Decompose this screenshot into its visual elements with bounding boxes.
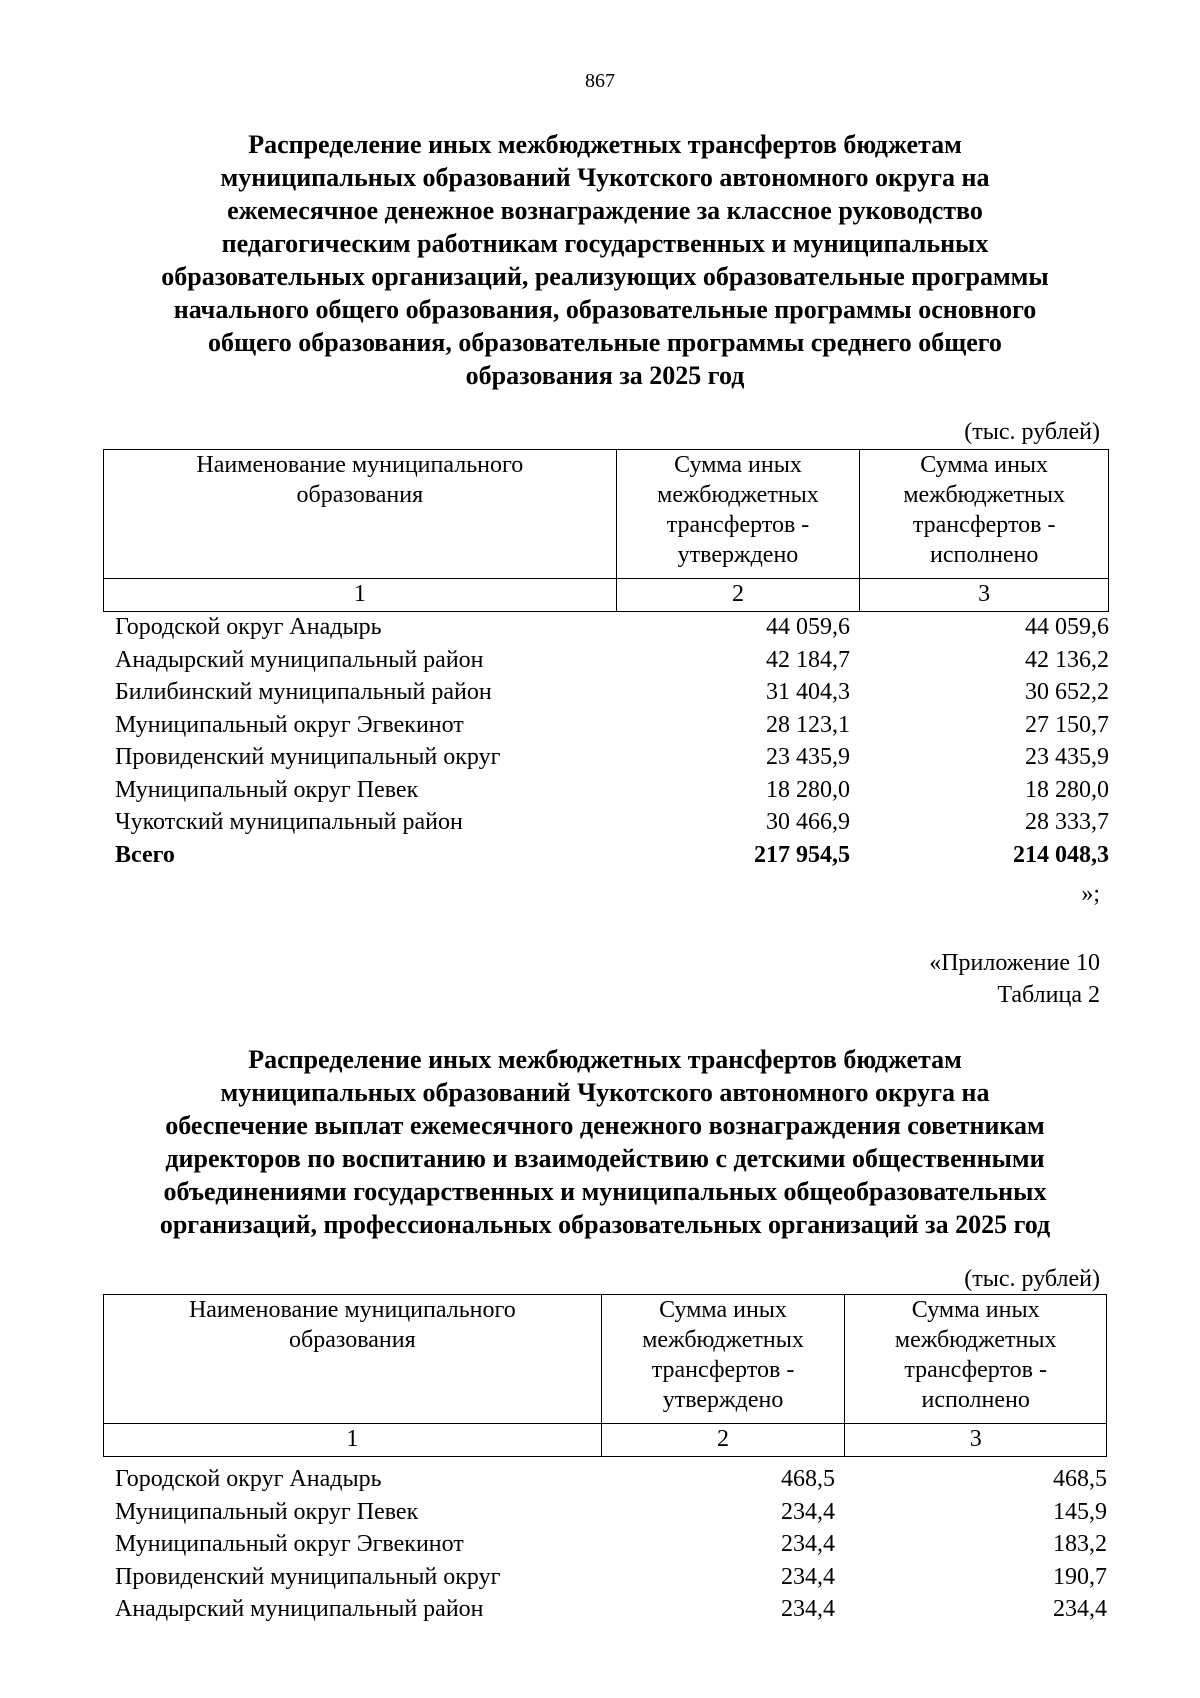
row-executed: 468,5 <box>1053 1466 1107 1492</box>
column-number-3: 3 <box>860 579 1109 612</box>
row-name: Провиденский муниципальный округ <box>115 1563 501 1590</box>
row-executed: 23 435,9 <box>1025 744 1109 770</box>
column-number-2: 2 <box>601 1424 845 1457</box>
total-approved: 217 954,5 <box>754 841 850 868</box>
row-approved: 23 435,9 <box>766 744 850 770</box>
section1-title: Распределение иных межбюджетных трансфертов бюджетам муниципальных образований Чукотского автономного округа на ежемесячное денежное вознаграждение за классное руководство педагогическим работникам государственных и муниципальных образовательных организаций, реализующих образовательные программы начального общего образования, образовательные программы основного общего образования, образовательные программы среднего общего образования за 2025 год <box>161 130 1049 390</box>
table-row <box>103 741 1109 774</box>
table-row <box>103 1496 1107 1529</box>
table-row <box>103 676 1109 709</box>
header-municipality: Наименование муниципального образования <box>104 450 617 579</box>
table-label: Таблица 2 <box>997 982 1100 1008</box>
row-approved: 42 184,7 <box>766 646 850 673</box>
section1-units: (тыс. рублей) <box>964 419 1100 445</box>
column-number-2: 2 <box>616 579 860 612</box>
row-executed: 27 150,7 <box>1025 711 1109 738</box>
total-label: Всего <box>115 841 175 868</box>
row-executed: 44 059,6 <box>1025 614 1109 640</box>
column-number-3: 3 <box>845 1424 1107 1457</box>
table-row <box>103 1463 1107 1496</box>
row-approved: 234,4 <box>781 1563 835 1590</box>
row-name: Чукотский муниципальный район <box>115 809 463 835</box>
row-approved: 44 059,6 <box>766 614 850 640</box>
row-name: Провиденский муниципальный округ <box>115 744 501 770</box>
row-name: Городской округ Анадырь <box>115 1466 382 1492</box>
header-approved: Сумма иных межбюджетных трансфертов - утверждено <box>616 450 860 579</box>
table-row <box>103 611 1109 644</box>
row-approved: 234,4 <box>781 1531 835 1557</box>
row-approved: 234,4 <box>781 1498 835 1525</box>
row-name: Билибинский муниципальный район <box>115 679 492 705</box>
row-executed: 42 136,2 <box>1025 646 1109 673</box>
row-approved: 234,4 <box>781 1596 835 1622</box>
header-executed: Сумма иных межбюджетных трансфертов - исполнено <box>845 1295 1107 1424</box>
row-name: Анадырский муниципальный район <box>115 646 484 673</box>
row-approved: 31 404,3 <box>766 679 850 705</box>
header-approved: Сумма иных межбюджетных трансфертов - утверждено <box>601 1295 845 1424</box>
column-number-1: 1 <box>104 579 617 612</box>
row-name: Городской округ Анадырь <box>115 614 382 640</box>
header-municipality: Наименование муниципального образования <box>104 1295 602 1424</box>
total-row <box>103 839 1109 872</box>
row-executed: 190,7 <box>1053 1563 1107 1590</box>
row-name: Муниципальный округ Певек <box>115 776 419 803</box>
column-number-1: 1 <box>104 1424 602 1457</box>
row-name: Анадырский муниципальный район <box>115 1596 484 1622</box>
page-number: 867 <box>585 70 615 92</box>
section2-title: Распределение иных межбюджетных трансфертов бюджетам муниципальных образований Чукотского автономного округа на обеспечение выплат ежемесячного денежного вознаграждения советникам директоров по воспитанию и взаимодействию с детскими общественными объединениями государственных и муниципальных общеобразовательных организаций, профессиональных образовательных организаций за 2025 год <box>159 1045 1051 1239</box>
table-row <box>103 1528 1107 1561</box>
section2-table-body <box>103 1463 1107 1626</box>
section2-units: (тыс. рублей) <box>964 1266 1100 1292</box>
table-row <box>103 1593 1107 1626</box>
row-executed: 30 652,2 <box>1025 679 1109 705</box>
table-row <box>103 644 1109 677</box>
section1-table-header <box>103 449 1109 612</box>
row-name: Муниципальный округ Эгвекинот <box>115 1531 464 1557</box>
row-name: Муниципальный округ Певек <box>115 1498 419 1525</box>
row-executed: 234,4 <box>1053 1596 1107 1622</box>
row-approved: 468,5 <box>781 1466 835 1492</box>
row-approved: 18 280,0 <box>766 776 850 803</box>
table-row <box>103 709 1109 742</box>
row-executed: 183,2 <box>1053 1531 1107 1557</box>
section2-table-header <box>103 1294 1107 1457</box>
row-executed: 145,9 <box>1053 1498 1107 1525</box>
header-executed: Сумма иных межбюджетных трансфертов - исполнено <box>860 450 1109 579</box>
table-row <box>103 806 1109 839</box>
table-row <box>103 1561 1107 1594</box>
table-row <box>103 774 1109 807</box>
row-executed: 18 280,0 <box>1025 776 1109 803</box>
row-executed: 28 333,7 <box>1025 809 1109 835</box>
total-executed: 214 048,3 <box>1013 841 1109 868</box>
section1-table-body <box>103 611 1109 871</box>
row-name: Муниципальный округ Эгвекинот <box>115 711 464 738</box>
row-approved: 28 123,1 <box>766 711 850 738</box>
row-approved: 30 466,9 <box>766 809 850 835</box>
closing-quote: »; <box>1081 881 1100 907</box>
annex-label: «Приложение 10 <box>929 950 1100 976</box>
